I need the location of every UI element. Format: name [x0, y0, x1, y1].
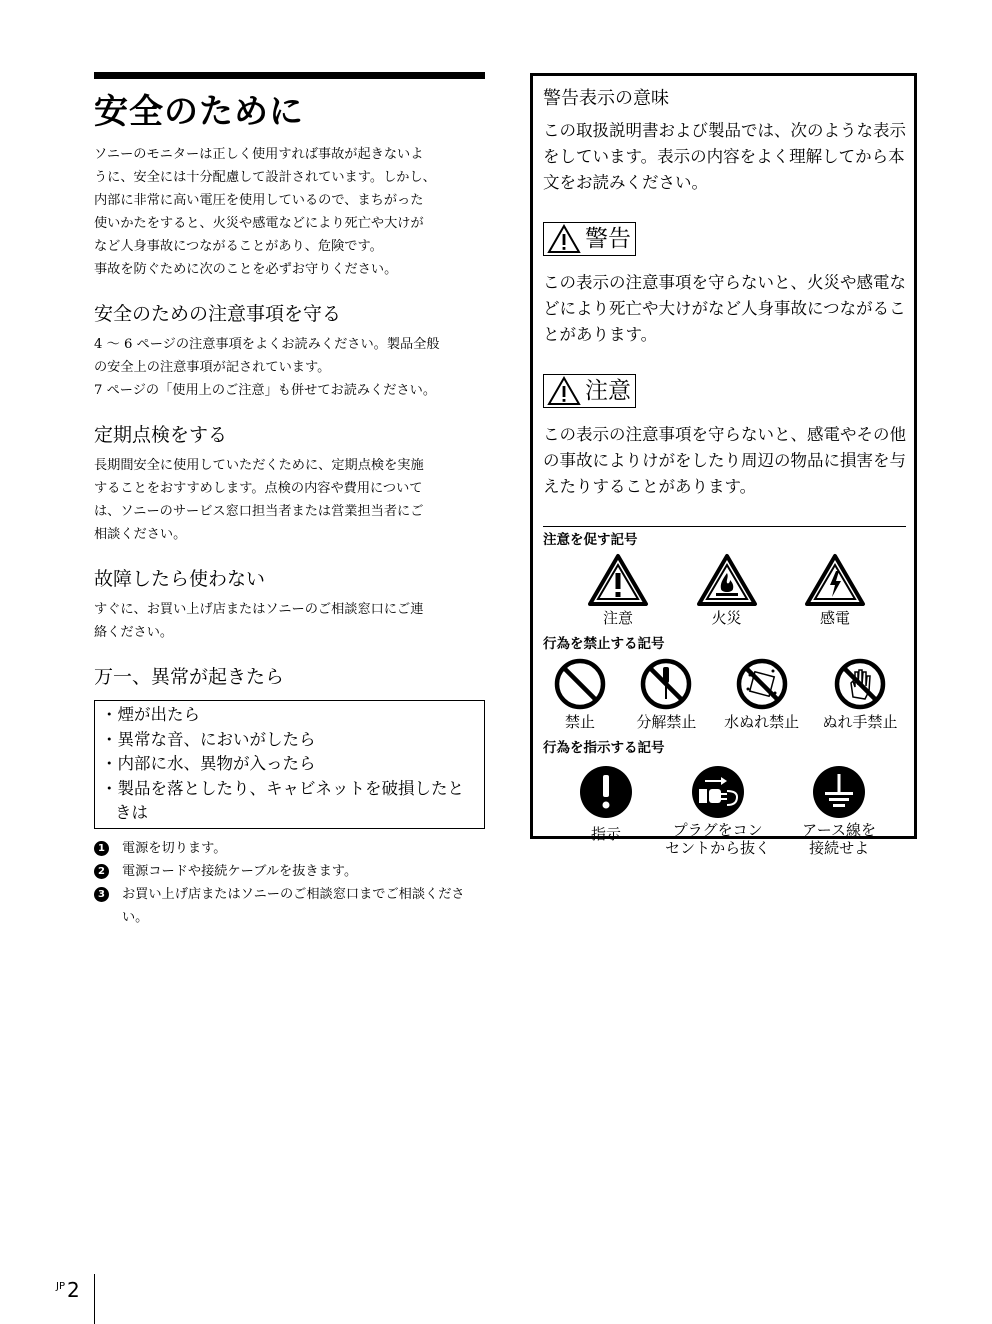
no-water-icon: [735, 657, 789, 711]
symbol-electric-shock: [804, 553, 866, 627]
steps-list: [94, 837, 485, 929]
symbol-label-line: 接続せよ: [809, 839, 870, 857]
step-number: 3: [94, 887, 109, 902]
emergency-heading: 万一、異常が起きたら: [94, 666, 285, 688]
step-item: [94, 860, 485, 883]
no-disassembly-icon: [639, 657, 693, 711]
section-heading: 安全のための注意事項を守る: [94, 303, 342, 325]
symbol-label: 注意: [602, 609, 633, 627]
symbol-label: 火災: [711, 609, 742, 627]
warning-text: この表示の注意事項を守らないと、火災や感電などにより死亡や大けがなど人身事故につながることがあります。: [543, 273, 906, 344]
body-line: することをおすすめします。点検の内容や費用について: [94, 481, 423, 496]
symbol-no-wet-hands: [814, 657, 906, 731]
page-footer: [56, 1278, 80, 1302]
symbol-label: ぬれ手禁止: [822, 713, 898, 731]
warning-legend-box: [530, 73, 917, 857]
left-column: [94, 72, 485, 929]
caution-label: 注意: [585, 378, 631, 404]
body-line: 7 ページの「使用上のご注意」も併せてお読みください。: [94, 383, 437, 398]
symbol-label-line: セントから抜く: [665, 839, 771, 857]
prohibit-icon: [553, 657, 607, 711]
attention-symbol-row: [543, 553, 906, 627]
section-body: [94, 598, 485, 644]
emergency-item: ・異常な音、においがしたら: [101, 729, 316, 749]
step-text: お買い上げ店またはソニーのご相談窓口までご相談ください。: [122, 886, 465, 925]
emergency-item: ・内部に水、異物が入ったら: [101, 754, 316, 773]
page-title: 安全のために: [94, 92, 304, 132]
symbol-instruction: [579, 765, 633, 857]
intro-line: 使いかたをすると、火災や感電などにより死亡や大けが: [94, 216, 424, 231]
step-number: 2: [94, 864, 109, 879]
page-number: 2: [66, 1278, 80, 1302]
electric-shock-triangle-icon: [804, 553, 866, 607]
intro-line: うに、安全には十分配慮して設計されています。しかし、: [94, 170, 436, 185]
section-heading: 故障したら使わない: [94, 568, 266, 590]
intro-line: ソニーのモニターは正しく使用すれば事故が起きないよ: [94, 147, 424, 162]
intro-line: など人身事故につながることがあり、危険です。: [94, 239, 383, 254]
ground-icon: [812, 765, 866, 819]
footer-rule: [94, 1274, 95, 1324]
warning-triangle-icon: [547, 224, 581, 254]
legend-intro: この取扱説明書および製品では、次のような表示をしています。表示の内容をよく理解してから本文をお読みください。: [543, 121, 906, 192]
caution-badge: [543, 374, 636, 408]
symbol-label-line: プラグをコン: [672, 821, 763, 839]
caution-triangle-icon: [547, 376, 581, 406]
attention-heading: 注意を促す記号: [543, 532, 638, 548]
symbol-label: 禁止: [564, 713, 595, 731]
body-line: 長期間安全に使用していただくために、定期点検を実施: [94, 458, 424, 473]
step-item: [94, 883, 485, 929]
step-number: 1: [94, 841, 109, 856]
body-line: 4 ～ 6 ページの注意事項をよくお読みください。製品全般: [94, 337, 440, 352]
prohibit-heading: 行為を禁止する記号: [543, 636, 665, 652]
instruction-icon: [579, 765, 633, 819]
warning-label: 警告: [585, 226, 631, 252]
unplug-icon: [691, 765, 745, 819]
prohibit-symbol-row: [543, 657, 906, 731]
symbol-label: 感電: [819, 609, 850, 627]
instruct-heading: 行為を指示する記号: [543, 740, 665, 756]
instruct-symbol-row: [543, 765, 906, 857]
emergency-box: [94, 700, 485, 829]
emergency-item: ・製品を落としたり、キャビネットを破損したときは: [101, 778, 464, 822]
symbol-unplug: [665, 765, 770, 857]
symbol-label-line: アース線を: [802, 821, 876, 839]
caution-text: この表示の注意事項を守らないと、感電やその他の事故によりけがをしたり周辺の物品に損害を与えたりすることがあります。: [543, 425, 906, 496]
section-heading: 定期点検をする: [94, 424, 228, 446]
intro-line: 事故を防ぐために次のことを必ずお守りください。: [94, 262, 398, 277]
page-prefix: JP: [56, 1281, 65, 1292]
step-text: 電源コードや接続ケーブルを抜きます。: [122, 863, 358, 879]
intro-line: 内部に非常に高い電圧を使用しているので、まちがった: [94, 193, 424, 208]
symbol-fire: [696, 553, 758, 627]
body-line: の安全上の注意事項が記されています。: [94, 360, 331, 375]
body-line: 絡ください。: [94, 625, 174, 640]
emergency-item: ・煙が出たら: [101, 705, 200, 724]
legend-divider: [543, 526, 906, 527]
step-item: [94, 837, 485, 860]
step-text: 電源を切ります。: [122, 840, 227, 856]
symbol-prohibit: [543, 657, 617, 731]
symbol-label: 指示: [590, 825, 621, 843]
intro-paragraph: [94, 143, 485, 281]
symbol-caution: [587, 553, 649, 627]
symbol-ground: [802, 765, 876, 857]
section-body: [94, 333, 485, 402]
title-rule: [94, 72, 485, 79]
legend-title: 警告表示の意味: [543, 88, 669, 109]
symbol-no-disassembly: [623, 657, 709, 731]
body-line: 相談ください。: [94, 527, 187, 542]
symbol-label: 分解禁止: [636, 713, 697, 731]
no-wet-hands-icon: [833, 657, 887, 711]
symbol-label: 水ぬれ禁止: [724, 713, 800, 731]
fire-triangle-icon: [696, 553, 758, 607]
body-line: すぐに、お買い上げ店またはソニーのご相談窓口にご連: [94, 602, 424, 617]
warning-badge: [543, 222, 636, 256]
body-line: は、ソニーのサービス窓口担当者または営業担当者にご: [94, 504, 424, 519]
symbol-no-water: [716, 657, 808, 731]
caution-triangle-icon: [587, 553, 649, 607]
section-body: [94, 454, 485, 546]
